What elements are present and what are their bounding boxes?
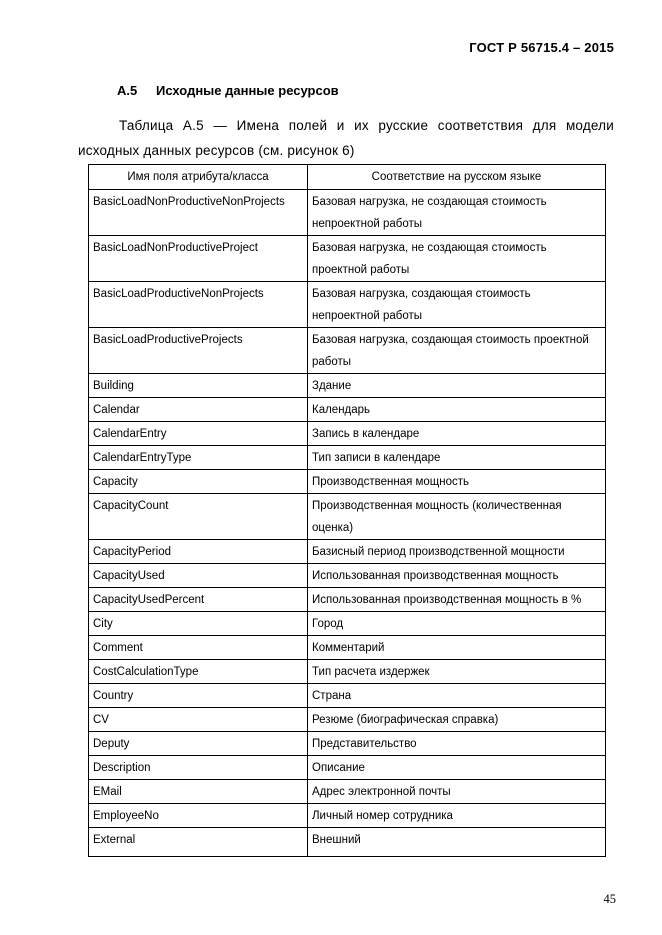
- table-row: [89, 708, 606, 732]
- table-row: [89, 190, 606, 236]
- table-row: [89, 780, 606, 804]
- field-name-cell: Deputy: [89, 732, 308, 756]
- russian-equivalent-cell: Производственная мощность: [308, 470, 606, 494]
- table-row: [89, 612, 606, 636]
- table-row: [89, 828, 606, 857]
- field-name-cell: Comment: [89, 636, 308, 660]
- field-name-cell: CapacityPeriod: [89, 540, 308, 564]
- field-name-cell: BasicLoadNonProductiveProject: [89, 236, 308, 282]
- field-name-cell: CV: [89, 708, 308, 732]
- field-mapping-table: [88, 164, 606, 857]
- table-caption: Таблица А.5 — Имена полей и их русские соответствия для модели исходных данных ресурсов (см. рисунок 6): [78, 118, 614, 158]
- table-row: [89, 422, 606, 446]
- russian-equivalent-cell: Производственная мощность (количественная оценка): [308, 494, 606, 540]
- field-name-cell: CostCalculationType: [89, 660, 308, 684]
- field-name-cell: CalendarEntryType: [89, 446, 308, 470]
- field-name-cell: CapacityCount: [89, 494, 308, 540]
- russian-equivalent-cell: Базовая нагрузка, создающая стоимость проектной работы: [308, 328, 606, 374]
- russian-equivalent-cell: Тип расчета издержек: [308, 660, 606, 684]
- field-name-cell: CalendarEntry: [89, 422, 308, 446]
- section-heading: [117, 83, 339, 98]
- table-row: [89, 328, 606, 374]
- russian-equivalent-cell: Представительство: [308, 732, 606, 756]
- table-row: [89, 470, 606, 494]
- russian-equivalent-cell: Базовая нагрузка, создающая стоимость непроектной работы: [308, 282, 606, 328]
- russian-equivalent-cell: Использованная производственная мощность в %: [308, 588, 606, 612]
- field-name-cell: External: [89, 828, 308, 857]
- column-header-russian: Соответствие на русском языке: [308, 165, 606, 190]
- table-header-row: [89, 165, 606, 190]
- table-row: [89, 588, 606, 612]
- table-row: [89, 540, 606, 564]
- table-row: [89, 282, 606, 328]
- russian-equivalent-cell: Запись в календаре: [308, 422, 606, 446]
- russian-equivalent-cell: Адрес электронной почты: [308, 780, 606, 804]
- section-title: Исходные данные ресурсов: [156, 83, 339, 98]
- russian-equivalent-cell: Описание: [308, 756, 606, 780]
- document-code-header: ГОСТ Р 56715.4 – 2015: [469, 40, 614, 55]
- field-name-cell: BasicLoadProductiveNonProjects: [89, 282, 308, 328]
- russian-equivalent-cell: Базисный период производственной мощности: [308, 540, 606, 564]
- russian-equivalent-cell: Использованная производственная мощность: [308, 564, 606, 588]
- russian-equivalent-cell: Календарь: [308, 398, 606, 422]
- field-name-cell: BasicLoadNonProductiveNonProjects: [89, 190, 308, 236]
- table-row: [89, 236, 606, 282]
- table-row: [89, 398, 606, 422]
- russian-equivalent-cell: Тип записи в календаре: [308, 446, 606, 470]
- table-row: [89, 494, 606, 540]
- field-name-cell: Calendar: [89, 398, 308, 422]
- table-row: [89, 756, 606, 780]
- section-number: А.5: [117, 83, 138, 98]
- field-name-cell: EMail: [89, 780, 308, 804]
- russian-equivalent-cell: Страна: [308, 684, 606, 708]
- russian-equivalent-cell: Базовая нагрузка, не создающая стоимость непроектной работы: [308, 190, 606, 236]
- field-name-cell: Country: [89, 684, 308, 708]
- russian-equivalent-cell: Резюме (биографическая справка): [308, 708, 606, 732]
- column-header-field-name: Имя поля атрибута/класса: [89, 165, 308, 190]
- field-name-cell: City: [89, 612, 308, 636]
- field-name-cell: BasicLoadProductiveProjects: [89, 328, 308, 374]
- table-row: [89, 684, 606, 708]
- table-row: [89, 636, 606, 660]
- russian-equivalent-cell: Личный номер сотрудника: [308, 804, 606, 828]
- field-name-cell: Capacity: [89, 470, 308, 494]
- field-name-cell: CapacityUsedPercent: [89, 588, 308, 612]
- table-row: [89, 374, 606, 398]
- russian-equivalent-cell: Базовая нагрузка, не создающая стоимость проектной работы: [308, 236, 606, 282]
- russian-equivalent-cell: Внешний: [308, 828, 606, 857]
- field-name-cell: EmployeeNo: [89, 804, 308, 828]
- russian-equivalent-cell: Комментарий: [308, 636, 606, 660]
- field-name-cell: Building: [89, 374, 308, 398]
- russian-equivalent-cell: Город: [308, 612, 606, 636]
- field-name-cell: Description: [89, 756, 308, 780]
- page-number: 45: [603, 892, 616, 906]
- table-row: [89, 564, 606, 588]
- table-row: [89, 732, 606, 756]
- russian-equivalent-cell: Здание: [308, 374, 606, 398]
- table-row: [89, 804, 606, 828]
- field-name-cell: CapacityUsed: [89, 564, 308, 588]
- table-row: [89, 660, 606, 684]
- table-row: [89, 446, 606, 470]
